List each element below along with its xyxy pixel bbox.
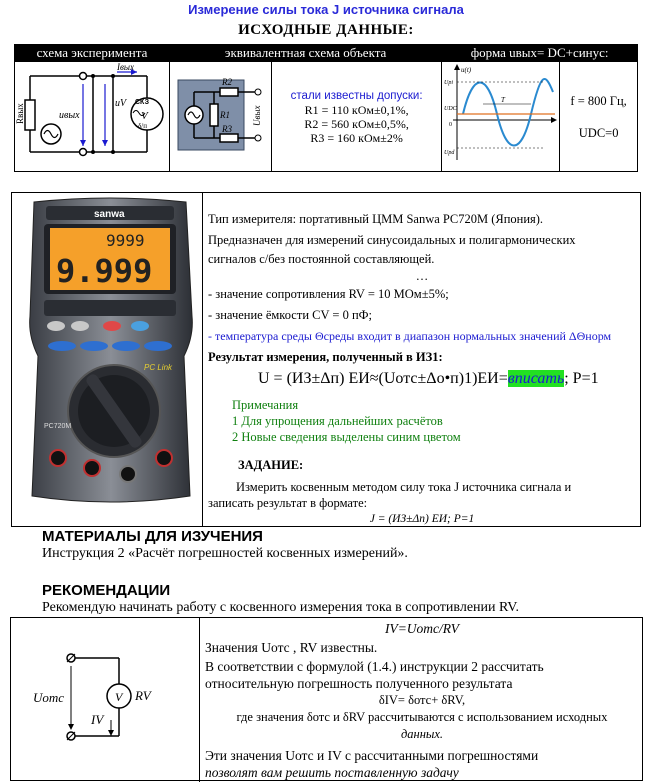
iv-label: IV xyxy=(91,712,104,727)
label-rvyh: Rвых xyxy=(14,103,25,124)
note-2: 2 Новые сведения выделены синим цветом xyxy=(232,430,461,444)
wave-period-label: T xyxy=(500,96,505,104)
task-line-2: записать результат в формате: xyxy=(208,496,368,510)
equivalent-schematic xyxy=(170,62,270,166)
rv-label: RV xyxy=(135,688,151,703)
result-label: Результат измерения, полученный в ИЗ1: xyxy=(208,350,443,364)
multimeter-image xyxy=(24,196,196,506)
wave-upi-label: Uрi xyxy=(443,80,453,86)
jack-v-icon xyxy=(156,450,172,466)
materials-title: МАТЕРИАЛЫ ДЛЯ ИЗУЧЕНИЯ xyxy=(42,528,263,545)
formula-main: U = (ИЗ±Δп) ЕИ≈(Uотс±Δо•п)1)ЕИ= xyxy=(258,370,508,387)
button-range-icon xyxy=(47,321,65,331)
spec-capacitance: - значение ёмкости CV = 0 пФ; xyxy=(208,308,372,322)
spec-resistance: - значение сопротивления RV = 10 МОм±5%; xyxy=(208,287,449,301)
label-uv: uV xyxy=(114,98,127,109)
tolerance-r3: R3 = 160 кОм±2% xyxy=(310,130,403,145)
wave-zero-label: 0 xyxy=(448,122,452,128)
recommendations-text: Рекомендую начинать работу с косвенного измерения тока в сопротивлении RV. xyxy=(42,600,520,615)
lcd-main-reading: 9.999 xyxy=(56,252,153,290)
label-uvyh-equiv: Uвых xyxy=(252,105,263,126)
rec-line-6: данных. xyxy=(400,727,444,741)
wave-udc-label: UDC xyxy=(443,106,457,112)
tolerance-r1: R1 = 110 кОм±0,1%, xyxy=(304,102,409,117)
label-szk: СКЗ xyxy=(134,99,149,106)
ellipsis: … xyxy=(415,269,429,283)
instrument-purpose-2: сигналов с/без постоянной составляющей. xyxy=(208,252,435,266)
jack-ma-icon xyxy=(84,460,100,476)
col-header-waveform: форма uвых= DC+синус: xyxy=(442,45,638,62)
task-line-1: Измерить косвенным методом силу тока J источника сигнала и xyxy=(236,480,572,494)
label-r3: R3 xyxy=(222,124,233,134)
wave-axis-label: u(t) xyxy=(460,66,471,74)
tolerances-cell xyxy=(271,62,441,172)
rec-formula: IV=Uотс/RV xyxy=(384,621,460,636)
experiment-schematic xyxy=(14,62,167,166)
label-ivyh: Iвых xyxy=(116,62,134,72)
experiment-schematic-cell xyxy=(15,62,170,172)
label-r2: R2 xyxy=(222,77,233,87)
rv-meter-label: V xyxy=(115,690,123,704)
rec-line-1: Значения Uотс , RV известны. xyxy=(205,640,378,655)
notes-title: Примечания xyxy=(232,398,299,412)
spec-temperature: - температура среды Θсреды входит в диапазон нормальных значений ΔΘнорм xyxy=(208,329,612,343)
button-select-icon xyxy=(131,321,149,331)
svg-text:PC Link: PC Link xyxy=(144,363,173,372)
recommendations-title: РЕКОМЕНДАЦИИ xyxy=(42,582,171,599)
rec-line-7: Эти значения Uотс и IV с рассчитанными погрешностями xyxy=(205,748,539,763)
frequency-value: f = 800 Гц, xyxy=(570,93,627,108)
instrument-purpose-1: Предназначен для измерений синусоидальных и полигармонических xyxy=(208,233,576,247)
label-v: V xyxy=(140,110,148,122)
label-uvyh: uвых xyxy=(58,110,80,121)
tolerance-r2: R2 = 560 кОм±0,5%, xyxy=(304,116,409,131)
label-r1: R1 xyxy=(220,110,231,120)
brand-logo: sanwa xyxy=(94,209,125,220)
jack-a-icon xyxy=(50,450,66,466)
rec-line-4: δIV= δотс+ δRV, xyxy=(378,693,466,707)
button-power-icon xyxy=(103,321,121,331)
instrument-panel xyxy=(11,192,641,527)
model-label: PC720M xyxy=(44,423,72,430)
page-title: Измерение силы тока J источника сигнала xyxy=(188,2,464,17)
formula-end: ; P=1 xyxy=(564,370,599,387)
col-header-equivalent: эквивалентная схема объекта xyxy=(169,45,441,62)
rv-circuit xyxy=(31,638,181,768)
jack-com-icon xyxy=(120,466,136,482)
lcd-top-reading: 9999 xyxy=(106,231,145,250)
uots-label: Uотс xyxy=(33,690,65,705)
section-title-source-data: ИСХОДНЫЕ ДАННЫЕ: xyxy=(238,22,414,38)
rec-line-8: позволят вам решить поставленную задачу xyxy=(205,765,459,780)
formula-fill-field[interactable]: вписать xyxy=(507,370,565,387)
rec-line-5: где значения δотс и δRV рассчитываются с использованием исходных xyxy=(236,710,608,724)
label-dtr: δ/п xyxy=(137,122,147,130)
note-1: 1 Для упрощения дальнейших расчётов xyxy=(232,414,443,428)
button-hold-icon xyxy=(71,321,89,331)
task-title: ЗАДАНИЕ: xyxy=(238,458,304,472)
result-formula xyxy=(208,369,636,389)
udc-value: UDC=0 xyxy=(578,125,619,140)
col-header-experiment: схема эксперимента xyxy=(15,45,170,62)
tolerances-intro: стали известны допуски: xyxy=(290,89,423,102)
source-data-table xyxy=(14,44,638,172)
signal-params-cell xyxy=(560,62,638,172)
waveform-plot xyxy=(443,62,559,166)
rec-line-3: относительную погрешность полученного результата xyxy=(205,676,513,691)
wave-upd-label: Uрd xyxy=(443,150,455,156)
waveform-cell xyxy=(442,62,560,172)
instrument-type: Тип измерителя: портативный ЦММ Sanwa PC720M (Япония). xyxy=(208,212,544,226)
task-format: J = (ИЗ±Δп) ЕИ; P=1 xyxy=(369,513,475,525)
materials-text: Инструкция 2 «Расчёт погрешностей косвенных измерений». xyxy=(42,546,408,561)
recommendations-panel xyxy=(10,617,643,781)
equivalent-schematic-cell xyxy=(169,62,271,172)
rec-line-2: В соответствии с формулой (1.4.) инструкции 2 рассчитать xyxy=(205,659,544,674)
